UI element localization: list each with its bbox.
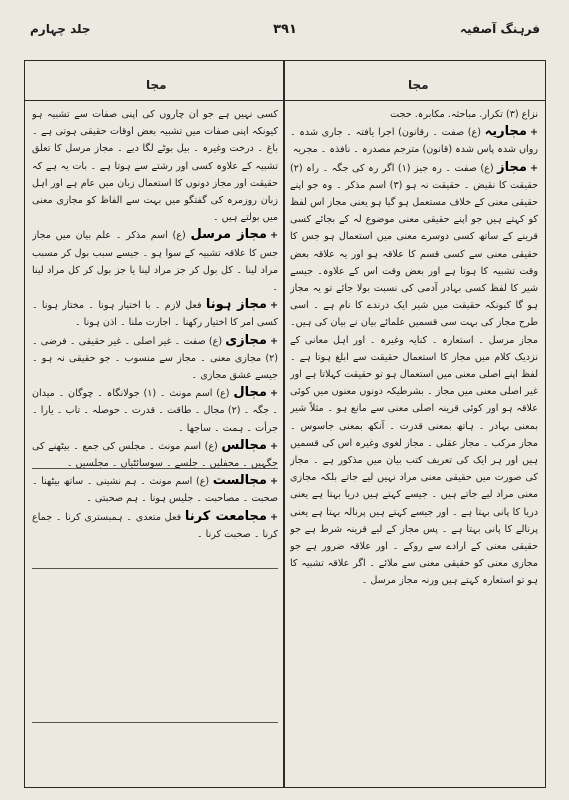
entry: +مجاز ہونا فعل لازم ۔ با اختیار ہونا ۔ مختار ہونا ۔ کسی امر کا اختیار رکھنا ۔ اجازت ملنا ۔ اذن ہونا ۔ <box>32 297 278 329</box>
entry-separator-rule <box>32 468 278 469</box>
running-head <box>24 22 546 44</box>
entry-text: (ع) اسم مونث ۔ ہم نشینی ۔ ساتھ بیٹھنا ۔ صحبت ۔ مصاحبت ۔ جلیس ہونا ۔ ہم صحبتی ۔ <box>32 476 278 505</box>
left-column-label: مجا <box>146 78 167 92</box>
entry-text: فعل متعدی ۔ ہمبستری کرنا ۔ جماع کرنا ۔ صحبت کرنا ۔ <box>32 511 278 540</box>
entry: +مجاز (ع) صفت ۔ رہ جیز (۱) اگر رہ کی جگہ ۔ راہ (۲) حقیقت کا نقیض ۔ حقیقت نہ ہو (۳) اسم مذکر ۔ وہ جو اپنے حقیقی معنی کے خلاف مستعمل ہو گیا ہو یعنی مجاز اس لفظ کو کہتے ہیں جو اپنے حقیقی معنی موضوع لہ کے بجائے کسی قرینے کے ساتھ کسی دوسرے معنی میں استعمال ہو جس کا حقیقی معنی سے کسی قسم کا علاقہ ہو اور یہ علاقہ بعض وقت تشبیہ کا ہوتا ہے اور بعض وقت اس کے علاوہ۔ جیسے شیر کا لفظ کسی بہادر آدمی کی نسبت بولا جائے تو یہ مجاز ہو گا کیونکہ حقیقت میں شیر ایک درندے کا نام ہے ۔ اسی طرح مجاز کی بہت سی قسمیں علمائے بیان نے بیان کی ہیں۔ مجاز مرسل ۔ استعارہ ۔ کنایہ وغیرہ ۔ اور اہل معانی کے نزدیک کلام میں مجاز کا استعمال حقیقت سے ابلغ ہوتا ہے ۔ لفظ اپنے اصلی معنی میں استعمال ہو تو حقیقت کہلاتا ہے اور غیر اصلی معنی میں مجاز ۔ بشرطیکہ دونوں معنوں میں کوئی علاقہ ہو اور کوئی قرینہ اصلی معنی سے مانع ہو ۔ مثلاً شیر بمعنی بہادر ۔ ہاتھ بمعنی قدرت ۔ آنکھ بمعنی جاسوس ۔ مجاز مرکب ۔ مجاز عقلی ۔ مجاز لغوی وغیرہ اس کی قسمیں ہیں اور ہر ایک کی تعریف کتب بیان میں مذکور ہے ۔ مجاز کی صورت میں حقیقی معنی مراد نہیں لیے جاتے بلکہ مجازی معنی مراد لیے جاتے ہیں ۔ جیسے کہتے ہیں دریا بہتا ہے یعنی دریا کا پانی بہتا ہے ۔ اور جیسے کہتے ہیں پرنالہ بہتا ہے یعنی پرنالے کا پانی بہتا ہے ۔ پس مجاز کے لیے قرینہ شرط ہے جو حقیقی معنی کے ارادے سے روکے ۔ اور علاقہ ضرور ہے جو مجازی معنی کو حقیقی معنی سے ملائے ۔ اگر علاقہ تشبیہ کا ہو تو استعارہ کہتے ہیں ورنہ مجاز مرسل ۔ <box>290 159 538 587</box>
left-column-header-rule <box>24 100 283 101</box>
entry: +مجاز مرسل (ع) اسم مذکر ۔ علم بیان میں مجاز جس کا علاقہ تشبیہ کے سوا ہو ۔ جیسے سبب بول کر مسبب مراد لینا ۔ کل بول کر جز مراد لینا یا جز بول کر کل مراد لینا ۔ <box>32 227 278 294</box>
entry: +مجالس (ع) اسم مونث ۔ مجلس کی جمع ۔ بیٹھنے کی جگہیں ۔ محفلیں ۔ جلسے ۔ سوسائٹیاں ۔ مجلسیں ۔ <box>32 437 278 470</box>
entry-text: نزاع (٣) تکرار. مباحثہ. مکابرہ. حجت <box>390 109 538 120</box>
volume-label: جلد چہارم <box>30 22 91 36</box>
entry: +مجازی (ع) صفت ۔ غیر اصلی ۔ غیر حقیقی ۔ فرضی ۔ (۲) مجازی معنی ۔ مجاز سے منسوب ۔ جو حقیقی نہ ہو ۔ جیسے عشق مجازی ۔ <box>32 332 278 382</box>
entry-text: کسی نہیں ہے جو ان چاروں کی اپنی صفات سے تشبیہ ہو کیونکہ اپنی صفات میں تشبیہ بعض اوقات حقیقی ہوتی ہے ۔ باغ ۔ درخت وغیرہ ۔ بیل بوٹے لگا دیے ۔ مجاز مرسل کا تعلق تشبیہ کے علاوہ کسی اور رشتے سے ہوتا ہے ۔ بات یہ ہے کہ حقیقت اور مجاز دونوں کا استعمال زبان میں عام ہے اور اہل زبان روزمرہ کی گفتگو میں بہت سے الفاظ کو مجازی معنی میں بولتے ہیں ۔ <box>32 109 278 224</box>
entry-headword: مجالست <box>212 473 267 489</box>
entry-separator-rule <box>32 568 278 569</box>
entry-text: (ع) اسم مذکر ۔ علم بیان میں مجاز جس کا علاقہ تشبیہ کے سوا ہو ۔ جیسے سبب بول کر مسبب مراد لینا ۔ کل بول کر جز مراد لینا یا جز بول کر کل مراد لینا ۔ <box>32 230 278 294</box>
entry-text: (ع) صفت ۔ رقانون) اجرا یافتہ ۔ جاری شدہ ۔ رواں شدہ پاس شدہ (قانون) مترجم مصدرہ ۔ نافذہ ۔ مجریہ <box>290 127 538 156</box>
entry: +مجال (ع) اسم مونث ۔ (۱) جولانگاہ ۔ چوگان ۔ میدان ۔ جگہ ۔ (۲) مجال ۔ طاقت ۔ قدرت ۔ حوصلہ ۔ تاب ۔ یارا ۔ جرأت ۔ ہمت ۔ ساجھا ۔ <box>32 385 278 434</box>
entry-headword: مجاز ہونا <box>205 297 267 313</box>
entry: +مجالست (ع) اسم مونث ۔ ہم نشینی ۔ ساتھ بیٹھنا ۔ صحبت ۔ مصاحبت ۔ جلیس ہونا ۔ ہم صحبتی ۔ <box>32 473 278 505</box>
entry-text: (ع) اسم مونث ۔ مجلس کی جمع ۔ بیٹھنے کی جگہیں ۔ محفلیں ۔ جلسے ۔ سوسائٹیاں ۔ مجلسیں ۔ <box>32 440 278 470</box>
right-column-header-rule <box>284 100 546 101</box>
entry-headword: مجالس <box>221 437 267 453</box>
left-column <box>32 106 278 781</box>
column-divider <box>283 60 285 788</box>
entry-separator-rule <box>32 722 278 723</box>
entry-text: فعل لازم ۔ با اختیار ہونا ۔ مختار ہونا ۔ کسی امر کا اختیار رکھنا ۔ اجازت ملنا ۔ اذن ہونا ۔ <box>32 300 278 329</box>
book-title: فرہنگ آصفیہ <box>460 22 540 36</box>
entry <box>290 106 538 123</box>
entry-headword: مجال <box>233 385 267 401</box>
entry-headword: مجاز مرسل <box>190 227 267 243</box>
entry-headword: مجاریہ <box>484 124 527 140</box>
entry-headword: مجاز <box>497 159 527 175</box>
entry <box>32 106 278 226</box>
right-column-label: مجا <box>408 78 429 92</box>
entry-headword: مجازی <box>225 332 267 348</box>
right-column <box>290 106 538 781</box>
entry: +مجامعت کرنا فعل متعدی ۔ ہمبستری کرنا ۔ جماع کرنا ۔ صحبت کرنا ۔ <box>32 508 278 540</box>
entry: +مجاریہ (ع) صفت ۔ رقانون) اجرا یافتہ ۔ جاری شدہ ۔ رواں شدہ پاس شدہ (قانون) مترجم مصدرہ ۔ نافذہ ۔ مجریہ <box>290 124 538 156</box>
page-number: ۳۹۱ <box>273 22 297 37</box>
entry-headword: مجامعت کرنا <box>184 508 267 524</box>
entry-text: (ع) اسم مونث ۔ (۱) جولانگاہ ۔ چوگان ۔ میدان ۔ جگہ ۔ (۲) مجال ۔ طاقت ۔ قدرت ۔ حوصلہ ۔ تاب ۔ یارا ۔ جرأت ۔ ہمت ۔ ساجھا ۔ <box>32 388 278 434</box>
entry-text: (ع) صفت ۔ رہ جیز (۱) اگر رہ کی جگہ ۔ راہ (۲) حقیقت کا نقیض ۔ حقیقت نہ ہو (۳) اسم مذکر ۔ وہ جو اپنے حقیقی معنی کے خلاف مستعمل ہو گیا ہو یعنی مجاز اس لفظ کو کہتے ہیں جو اپنے حقیقی معنی موضوع لہ کے بجائے کسی قرینے کے ساتھ کسی دوسرے معنی میں استعمال ہو جس کا حقیقی معنی سے کسی قسم کا علاقہ ہو اور یہ علاقہ بعض وقت تشبیہ کا ہوتا ہے اور بعض وقت اس کے علاوہ۔ جیسے شیر کا لفظ کسی بہادر آدمی کی نسبت بولا جائے تو یہ مجاز ہو گا کیونکہ حقیقت میں شیر ایک درندے کا نام ہے ۔ اسی طرح مجاز کی بہت سی قسمیں علمائے بیان نے بیان کی ہیں۔ مجاز مرسل ۔ استعارہ ۔ کنایہ وغیرہ ۔ اور اہل معانی کے نزدیک کلام میں مجاز کا استعمال حقیقت سے ابلغ ہوتا ہے ۔ لفظ اپنے اصلی معنی میں استعمال ہو تو حقیقت کہلاتا ہے اور غیر اصلی معنی میں مجاز ۔ بشرطیکہ دونوں معنوں میں کوئی علاقہ ہو اور کوئی قرینہ اصلی معنی سے مانع ہو ۔ مثلاً شیر بمعنی بہادر ۔ ہاتھ بمعنی قدرت ۔ آنکھ بمعنی جاسوس ۔ مجاز مرکب ۔ مجاز عقلی ۔ مجاز لغوی وغیرہ اس کی قسمیں ہیں اور ہر ایک کی تعریف کتب بیان میں مذکور ہے ۔ مجاز کی صورت میں حقیقی معنی مراد نہیں لیے جاتے بلکہ مجازی معنی مراد لیے جاتے ہیں ۔ جیسے کہتے ہیں دریا بہتا ہے یعنی دریا کا پانی بہتا ہے ۔ اور جیسے کہتے ہیں پرنالہ بہتا ہے یعنی پرنالے کا پانی بہتا ہے ۔ پس مجاز کے لیے قرینہ شرط ہے جو حقیقی معنی کے ارادے سے روکے ۔ اور علاقہ ضرور ہے جو مجازی معنی کو حقیقی معنی سے ملائے ۔ اگر علاقہ تشبیہ کا ہو تو استعارہ کہتے ہیں ورنہ مجاز مرسل ۔ <box>290 162 538 587</box>
entry-text: (ع) صفت ۔ غیر اصلی ۔ غیر حقیقی ۔ فرضی ۔ (۲) مجازی معنی ۔ مجاز سے منسوب ۔ جو حقیقی نہ ہو ۔ جیسے عشق مجازی ۔ <box>32 335 278 382</box>
